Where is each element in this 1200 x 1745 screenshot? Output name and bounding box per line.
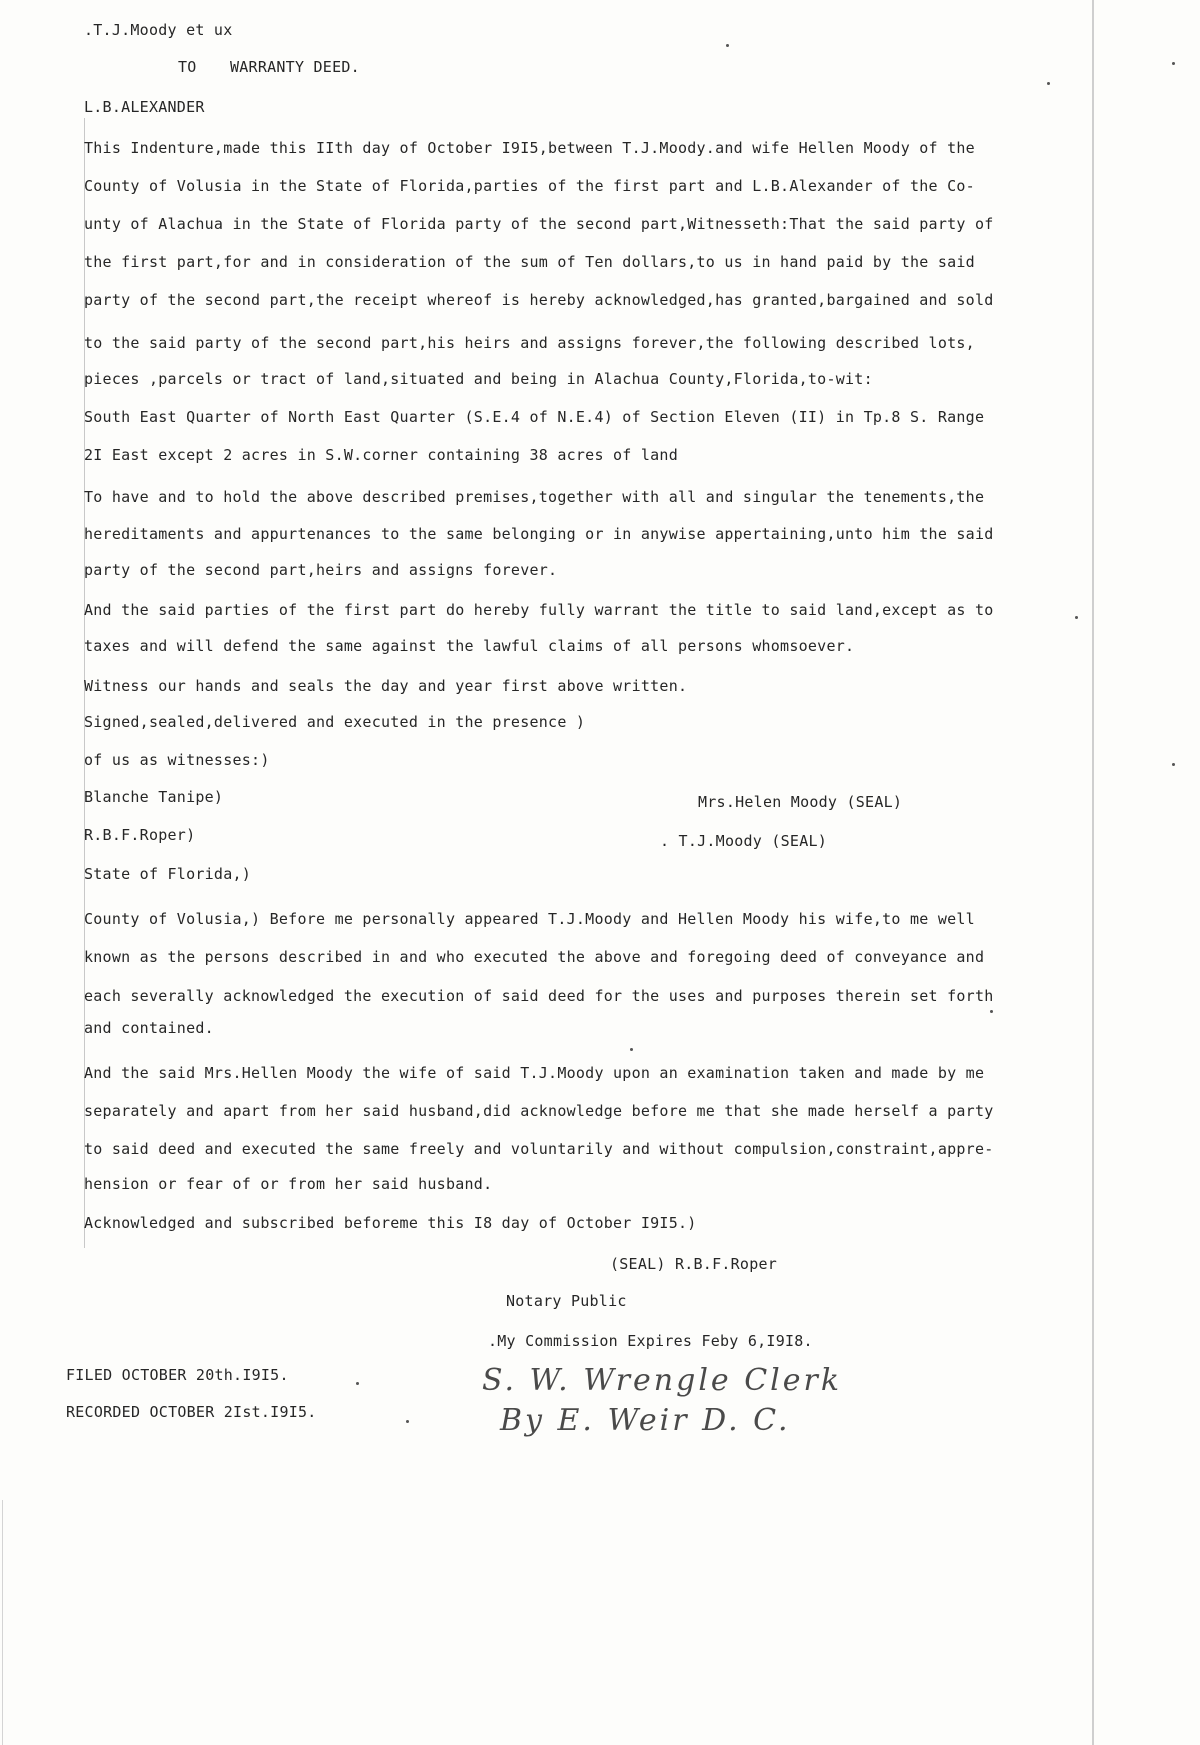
warranty-line: And the said parties of the first part do hereby fully warrant the title to said land,except as to <box>84 601 994 619</box>
scan-speck <box>1075 616 1078 619</box>
grantee-name: L.B.ALEXANDER <box>84 98 205 116</box>
attestation-line: of us as witnesses:) <box>84 751 270 769</box>
scan-speck <box>1047 82 1050 85</box>
habendum-line: To have and to hold the above described premises,together with all and singular the tenements,the <box>84 488 985 506</box>
property-description-line: 2I East except 2 acres in S.W.corner containing 38 acres of land <box>84 446 678 464</box>
property-description-line: South East Quarter of North East Quarter (S.E.4 of N.E.4) of Section Eleven (II) in Tp.8 S. Range <box>84 408 985 426</box>
habendum-line: hereditaments and appurtenances to the same belonging or in anywise appertaining,unto him the said <box>84 525 994 543</box>
acknowledgment-line: and contained. <box>84 1019 214 1037</box>
body-line: party of the second part,the receipt whereof is hereby acknowledged,has granted,bargained and sold <box>84 291 994 309</box>
scan-speck <box>356 1382 359 1385</box>
notary-commission: .My Commission Expires Feby 6,I9I8. <box>488 1332 813 1350</box>
body-line: County of Volusia in the State of Florida,parties of the first part and L.B.Alexander of the Co- <box>84 177 975 195</box>
acknowledgment-line: hension or fear of or from her said husband. <box>84 1175 493 1193</box>
scan-speck <box>726 44 729 47</box>
acknowledgment-line: And the said Mrs.Hellen Moody the wife of said T.J.Moody upon an examination taken and made by me <box>84 1064 985 1082</box>
warranty-line: taxes and will defend the same against the lawful claims of all persons whomsoever. <box>84 637 855 655</box>
body-line: to the said party of the second part,his heirs and assigns forever,the following described lots, <box>84 334 975 352</box>
venue-state: State of Florida,) <box>84 865 252 883</box>
body-line: the first part,for and in consideration of the sum of Ten dollars,to us in hand paid by the said <box>84 253 975 271</box>
page-edge-right <box>1092 0 1094 1745</box>
filed-date: FILED OCTOBER 20th.I9I5. <box>66 1366 289 1384</box>
body-line: pieces ,parcels or tract of land,situated and being in Alachua County,Florida,to-wit: <box>84 370 873 388</box>
witness-name: R.B.F.Roper) <box>84 826 196 844</box>
notary-title: Notary Public <box>506 1292 627 1310</box>
grantor-name: .T.J.Moody et ux <box>84 21 233 39</box>
acknowledgment-line: to said deed and executed the same freely and voluntarily and without compulsion,constraint,appre- <box>84 1140 994 1158</box>
scan-speck <box>1172 62 1175 65</box>
body-line: This Indenture,made this IIth day of October I9I5,between T.J.Moody.and wife Hellen Moody of the <box>84 139 975 157</box>
recorded-date: RECORDED OCTOBER 2Ist.I9I5. <box>66 1403 317 1421</box>
acknowledgment-date-line: Acknowledged and subscribed beforeme this I8 day of October I9I5.) <box>84 1214 697 1232</box>
scan-speck <box>406 1420 409 1423</box>
acknowledgment-line: known as the persons described in and who executed the above and foregoing deed of conveyance and <box>84 948 985 966</box>
testimonium-line: Witness our hands and seals the day and year first above written. <box>84 677 688 695</box>
deed-type-title: WARRANTY DEED. <box>230 58 360 76</box>
body-line: unty of Alachua in the State of Florida party of the second part,Witnesseth:That the said party of <box>84 215 994 233</box>
attestation-line: Signed,sealed,delivered and executed in the presence ) <box>84 713 586 731</box>
acknowledgment-line: separately and apart from her said husband,did acknowledge before me that she made herself a party <box>84 1102 994 1120</box>
witness-name: Blanche Tanipe) <box>84 788 224 806</box>
scan-speck <box>630 1048 633 1051</box>
deputy-clerk-signature: By E. Weir D. C. <box>500 1403 791 1438</box>
page-edge-left <box>2 1500 3 1745</box>
habendum-line: party of the second part,heirs and assigns forever. <box>84 561 558 579</box>
signatory-name: Mrs.Helen Moody (SEAL) <box>698 793 903 811</box>
acknowledgment-line: County of Volusia,) Before me personally appeared T.J.Moody and Hellen Moody his wife,to me well <box>84 910 975 928</box>
signatory-name: . T.J.Moody (SEAL) <box>660 832 828 850</box>
notary-seal-line: (SEAL) R.B.F.Roper <box>610 1255 778 1273</box>
acknowledgment-line: each severally acknowledged the execution of said deed for the uses and purposes therein set forth <box>84 987 994 1005</box>
scan-speck <box>1172 763 1175 766</box>
clerk-signature: S. W. Wrengle Clerk <box>482 1363 843 1398</box>
to-label: TO <box>178 58 197 76</box>
scan-speck <box>990 1010 993 1013</box>
